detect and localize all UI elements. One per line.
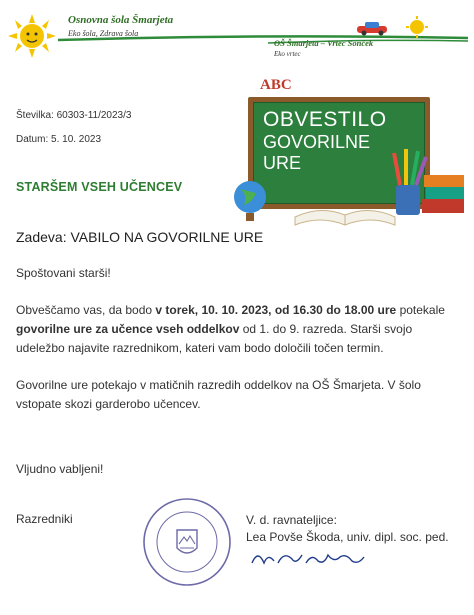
- board-line-2: GOVORILNE: [263, 132, 371, 153]
- body1-text-1: Obveščamo vas, da bodo: [16, 303, 156, 317]
- body1-text-2: potekale: [396, 303, 445, 317]
- school-name: Osnovna šola Šmarjeta: [68, 14, 174, 26]
- subject-prefix: Zadeva:: [16, 229, 71, 245]
- car-logo-icon: [355, 20, 391, 36]
- abc-letters: ABC: [260, 77, 292, 93]
- left-signatory: Razredniki: [16, 512, 73, 526]
- header-affiliate-block: [274, 38, 373, 58]
- subject-line: [16, 229, 263, 245]
- body1-audience: govorilne ure za učence vseh oddelkov: [16, 322, 240, 336]
- subject-text: VABILO NA GOVORILNE URE: [70, 229, 264, 245]
- body1-date-time: v torek, 10. 10. 2023, od 16.30 do 18.00 ure: [155, 303, 397, 317]
- handwritten-signature: [248, 545, 368, 571]
- document-number: Številka: 60303-11/2023/3: [16, 110, 132, 121]
- pencil-cup-and-books-icon: [388, 145, 468, 225]
- document-date: Datum: 5. 10. 2023: [16, 134, 102, 145]
- school-stamp-seal: [141, 496, 233, 588]
- kindergarten-sun-icon: [400, 16, 434, 38]
- globe-icon: [220, 175, 280, 225]
- affiliate-slogan: Eko vrtec: [274, 50, 301, 58]
- chalkboard-illustration: [220, 75, 470, 230]
- greeting: Spoštovani starši!: [16, 266, 111, 280]
- recipient-line: STARŠEM VSEH UČENCEV: [16, 180, 183, 194]
- body1-text-3: od 1. do 9. razreda. Starši svojo udeležbo najavite razrednikom, kateri vam bodo določili točen termin.: [16, 322, 413, 355]
- affiliate-name: OŠ Šmarjeta – Vrtec Sonček: [274, 38, 374, 48]
- body-paragraph-1: [16, 301, 456, 358]
- board-line-3: URE: [263, 152, 302, 173]
- right-signatory-title: V. d. ravnateljice:: [246, 513, 337, 527]
- school-slogan: Eko šola, Zdrava šola: [68, 29, 139, 38]
- right-signatory-block: [246, 512, 449, 546]
- right-signatory-name: Lea Povše Škoda, univ. dipl. soc. ped.: [246, 530, 449, 544]
- body-paragraph-2: Govorilne ure potekajo v matičnih razredih oddelkov na OŠ Šmarjeta. V šolo vstopate skozi garderobo učencev.: [16, 378, 421, 411]
- closing-line: Vljudno vabljeni!: [16, 462, 104, 476]
- open-book-icon: [290, 187, 400, 229]
- board-line-1: OBVESTILO: [263, 108, 387, 131]
- school-sun-logo: [4, 14, 60, 58]
